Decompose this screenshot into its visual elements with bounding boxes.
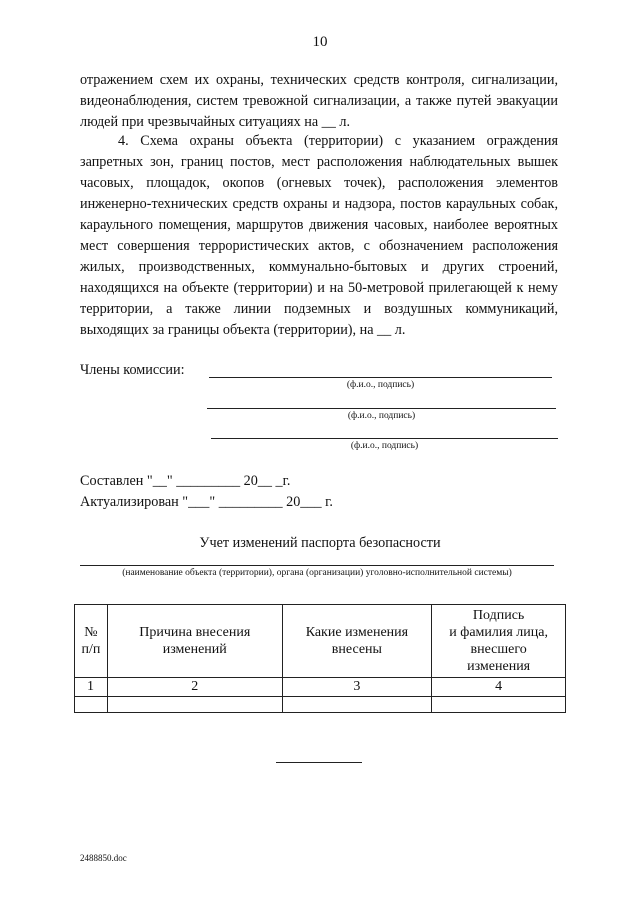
organization-name-line	[80, 565, 554, 566]
commission-members-label: Члены комиссии:	[80, 362, 185, 378]
compiled-date-line: Составлен "__" _________ 20__ _г.	[80, 473, 291, 489]
changes-table	[74, 604, 566, 713]
organization-name-caption: (наименование объекта (территории), органа (организации) уголовно-исполнительной системы)	[122, 568, 512, 578]
table-cell: 3	[282, 678, 432, 697]
signature-line-2	[207, 408, 556, 409]
signature-line-3	[211, 438, 558, 439]
table-cell: 4	[432, 678, 566, 697]
header-signature: Подпись и фамилия лица, внесшего изменения	[432, 605, 566, 678]
table-cell: 2	[107, 678, 282, 697]
table-cell: 1	[75, 678, 108, 697]
header-reason: Причина внесения изменений	[107, 605, 282, 678]
table-cell	[107, 697, 282, 713]
paragraph-item-4: 4. Схема охраны объекта (территории) с указанием ограждения запретных зон, границ постов, мест расположения наблюдательных вышек часовых, площадок, окопов (огневых точек), расположения элементов инженерно-технических средств охраны и надзора, постов караульных собак, караульного помещения, маршрутов движения часовых, наиболее вероятных мест совершения террористических актов, с обозначением расположения жилых, производственных, коммунально-бытовых и других строений, находящихся на объекте (территории) и на 50-метровой прилегающей к нему территории, а также линии подземных и воздушных коммуникаций, выходящих за границы объекта (территории), на __ л.	[80, 133, 558, 338]
header-changes: Какие изменения внесены	[282, 605, 432, 678]
page-number: 10	[312, 34, 328, 50]
table-cell	[432, 697, 566, 713]
signature-caption-1: (ф.и.о., подпись)	[346, 380, 415, 390]
end-of-document-line	[276, 762, 362, 763]
table-cell	[75, 697, 108, 713]
signature-caption-2: (ф.и.о., подпись)	[347, 411, 416, 421]
changes-section-title: Учет изменений паспорта безопасности	[199, 535, 441, 551]
table-cell	[282, 697, 432, 713]
table-header-row	[75, 605, 566, 678]
table-row	[75, 678, 566, 697]
signature-caption-3: (ф.и.о., подпись)	[350, 441, 419, 451]
table-row	[75, 697, 566, 713]
footer-filename: 2488850.doc	[80, 853, 127, 863]
updated-date-line: Актуализирован "___" _________ 20___ г.	[80, 494, 333, 510]
header-number: № п/п	[75, 605, 108, 678]
signature-line-1	[209, 377, 552, 378]
paragraph-continuation: отражением схем их охраны, технических средств контроля, сигнализации, видеонаблюдения, систем тревожной сигнализации, а также путей эвакуации людей при чрезвычайных ситуациях на __ л.	[80, 72, 558, 130]
